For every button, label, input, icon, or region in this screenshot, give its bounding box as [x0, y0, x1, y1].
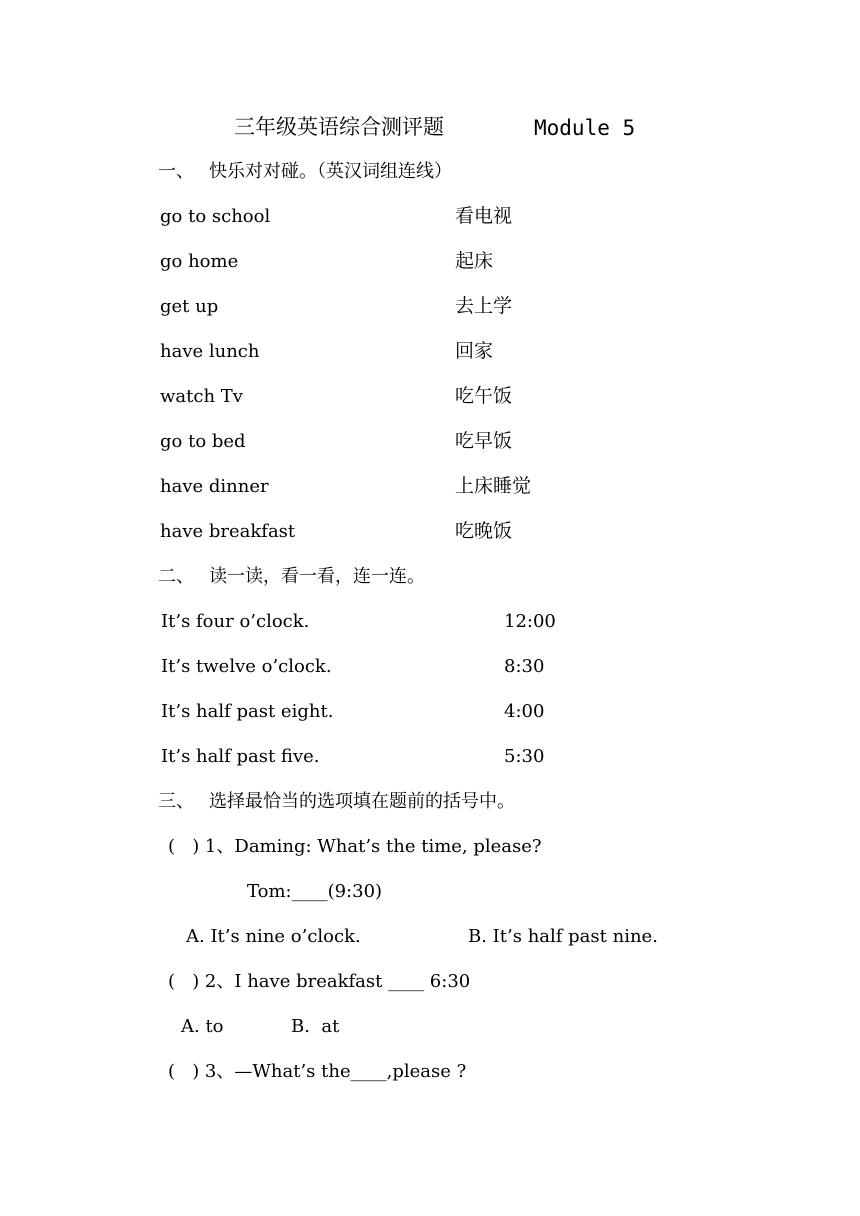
phrase-en: go to bed — [160, 431, 246, 452]
phrase-en: have dinner — [160, 476, 269, 497]
phrase-en: have breakfast — [160, 521, 296, 542]
question-1: ( ) 1、Daming: What’s the time, please? — [168, 836, 542, 857]
question-1-option-b: B. It’s half past nine. — [468, 926, 658, 947]
phrase-en: watch Tv — [160, 386, 243, 407]
phrase-en: go home — [160, 251, 239, 272]
clock-time: 5:30 — [504, 746, 545, 767]
clock-time: 8:30 — [504, 656, 545, 677]
time-sentence: It’s twelve o’clock. — [161, 656, 332, 677]
phrase-cn: 吃午饭 — [455, 385, 513, 407]
question-1-option-a: A. It’s nine o’clock. — [186, 926, 361, 947]
phrase-cn: 吃晚饭 — [455, 520, 513, 542]
section1-number: 一、 — [158, 161, 194, 182]
question-2: ( ) 2、I have breakfast ____ 6:30 — [168, 971, 471, 992]
phrase-cn: 上床睡觉 — [455, 475, 532, 497]
phrase-cn: 回家 — [455, 340, 494, 362]
phrase-cn: 去上学 — [455, 295, 513, 317]
time-sentence: It’s half past eight. — [161, 701, 334, 722]
module-label: Module 5 — [534, 116, 636, 140]
phrase-en: go to school — [160, 206, 271, 227]
question-2-option-a: A. to — [181, 1016, 224, 1037]
clock-time: 4:00 — [504, 701, 545, 722]
question-3: ( ) 3、—What’s the____,please ? — [168, 1061, 467, 1082]
time-sentence: It’s four o’clock. — [161, 611, 310, 632]
phrase-cn: 看电视 — [455, 205, 513, 227]
page-title: 三年级英语综合测评题 — [234, 115, 444, 139]
question-2-option-b: B. at — [291, 1016, 340, 1037]
section3-heading: 选择最恰当的选项填在题前的括号中。 — [209, 791, 515, 812]
phrase-en: get up — [160, 296, 219, 317]
question-1-answer-line: Tom:____(9:30) — [247, 881, 383, 902]
clock-time: 12:00 — [504, 611, 556, 632]
phrase-en: have lunch — [160, 341, 260, 362]
time-sentence: It’s half past five. — [161, 746, 320, 767]
phrase-cn: 吃早饭 — [455, 430, 513, 452]
section2-number: 二、 — [158, 566, 194, 587]
section2-heading: 读一读，看一看，连一连。 — [209, 566, 425, 587]
section1-heading: 快乐对对碰。（英汉词组连线） — [209, 161, 452, 182]
phrase-cn: 起床 — [455, 250, 494, 272]
section3-number: 三、 — [158, 791, 194, 812]
